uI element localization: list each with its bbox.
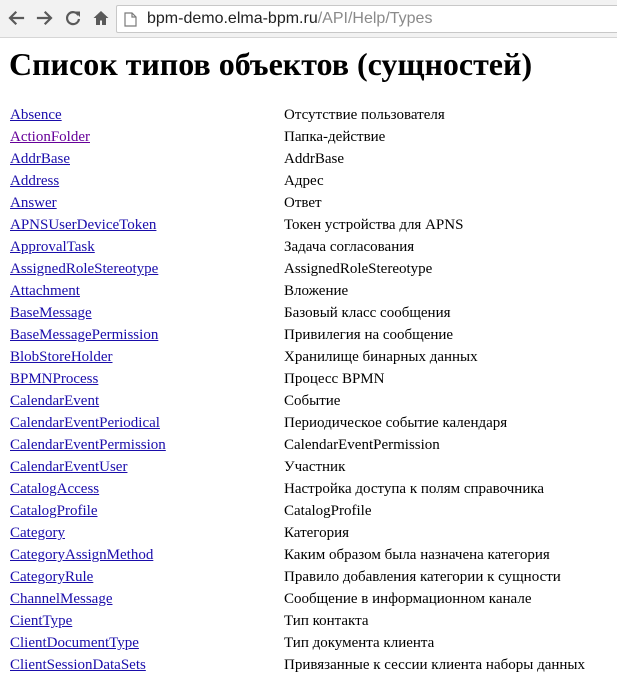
type-link[interactable]: CategoryRule: [10, 569, 94, 585]
type-link[interactable]: CatalogAccess: [10, 481, 100, 497]
types-table: [10, 104, 617, 676]
type-row: [10, 412, 617, 434]
type-link[interactable]: BaseMessagePermission: [10, 327, 159, 343]
arrow-left-icon: [7, 9, 25, 27]
type-description: Хранилище бинарных данных: [284, 349, 478, 365]
reload-button[interactable]: [61, 6, 85, 30]
type-description: Процесс BPMN: [284, 371, 385, 387]
url-text: [147, 6, 432, 32]
type-description: Тип документа клиента: [284, 635, 435, 651]
type-description: Привилегия на сообщение: [284, 327, 454, 343]
url-host: bpm-demo.elma-bpm.ru: [147, 10, 318, 27]
type-row: [10, 368, 617, 390]
type-description: Правило добавления категории к сущности: [284, 569, 561, 585]
type-row: [10, 434, 617, 456]
browser-toolbar: [0, 0, 617, 38]
type-row: [10, 566, 617, 588]
type-description: Каким образом была назначена категория: [284, 547, 550, 563]
type-description: Привязанные к сессии клиента наборы данных: [284, 657, 585, 673]
type-description: CalendarEventPermission: [284, 437, 440, 453]
type-row: [10, 588, 617, 610]
type-link[interactable]: CategoryAssignMethod: [10, 547, 154, 563]
type-link[interactable]: Address: [10, 173, 60, 189]
type-row: [10, 324, 617, 346]
type-description: Тип контакта: [284, 613, 369, 629]
type-link[interactable]: Category: [10, 525, 65, 541]
type-description: Участник: [284, 459, 346, 475]
type-description: Вложение: [284, 283, 349, 299]
type-row: [10, 192, 617, 214]
type-link[interactable]: CientType: [10, 613, 73, 629]
type-link[interactable]: AssignedRoleStereotype: [10, 261, 159, 277]
page-icon: [124, 12, 137, 27]
type-link[interactable]: AddrBase: [10, 151, 70, 167]
page-content: [0, 38, 617, 679]
type-row: [10, 346, 617, 368]
reload-icon: [64, 9, 82, 27]
type-row: [10, 654, 617, 676]
type-description: Задача согласования: [284, 239, 415, 255]
type-row: [10, 610, 617, 632]
type-description: Настройка доступа к полям справочника: [284, 481, 545, 497]
type-link[interactable]: ApprovalTask: [10, 239, 95, 255]
type-row: [10, 148, 617, 170]
type-link[interactable]: BaseMessage: [10, 305, 92, 321]
back-button[interactable]: [4, 6, 28, 30]
home-button[interactable]: [89, 6, 113, 30]
type-row: [10, 478, 617, 500]
type-link[interactable]: Attachment: [10, 283, 80, 299]
type-link[interactable]: CalendarEvent: [10, 393, 100, 409]
type-row: [10, 236, 617, 258]
type-link[interactable]: APNSUserDeviceToken: [10, 217, 157, 233]
type-link[interactable]: CalendarEventUser: [10, 459, 128, 475]
address-bar[interactable]: [116, 5, 617, 33]
type-row: [10, 214, 617, 236]
home-icon: [92, 9, 110, 27]
type-description: Отсутствие пользователя: [284, 107, 445, 123]
type-link[interactable]: CatalogProfile: [10, 503, 98, 519]
type-link[interactable]: CalendarEventPermission: [10, 437, 166, 453]
type-description: Сообщение в информационном канале: [284, 591, 532, 607]
type-row: [10, 390, 617, 412]
arrow-right-icon: [36, 9, 54, 27]
type-row: [10, 632, 617, 654]
type-link[interactable]: Answer: [10, 195, 57, 211]
type-description: Токен устройства для APNS: [284, 217, 464, 233]
type-description: Адрес: [284, 173, 324, 189]
type-description: AddrBase: [284, 151, 344, 167]
type-row: [10, 544, 617, 566]
type-row: [10, 104, 617, 126]
url-path: /API/Help/Types: [317, 10, 433, 27]
type-row: [10, 280, 617, 302]
type-row: [10, 456, 617, 478]
forward-button[interactable]: [33, 6, 57, 30]
type-link[interactable]: CalendarEventPeriodical: [10, 415, 160, 431]
type-link[interactable]: ClientSessionDataSets: [10, 657, 146, 673]
type-link[interactable]: BlobStoreHolder: [10, 349, 113, 365]
type-link[interactable]: ActionFolder: [10, 129, 90, 145]
type-description: Ответ: [284, 195, 322, 211]
type-row: [10, 258, 617, 280]
type-description: Базовый класс сообщения: [284, 305, 451, 321]
type-row: [10, 126, 617, 148]
type-link[interactable]: Absence: [10, 107, 62, 123]
type-link[interactable]: BPMNProcess: [10, 371, 99, 387]
page-title: Список типов объектов (сущностей): [9, 46, 533, 82]
type-link[interactable]: ClientDocumentType: [10, 635, 139, 651]
type-description: AssignedRoleStereotype: [284, 261, 433, 277]
type-row: [10, 522, 617, 544]
type-row: [10, 500, 617, 522]
type-description: Папка-действие: [284, 129, 386, 145]
type-row: [10, 302, 617, 324]
type-description: Периодическое событие календаря: [284, 415, 508, 431]
type-description: CatalogProfile: [284, 503, 372, 519]
type-description: Событие: [284, 393, 341, 409]
type-link[interactable]: ChannelMessage: [10, 591, 113, 607]
type-row: [10, 170, 617, 192]
type-description: Категория: [284, 525, 349, 541]
